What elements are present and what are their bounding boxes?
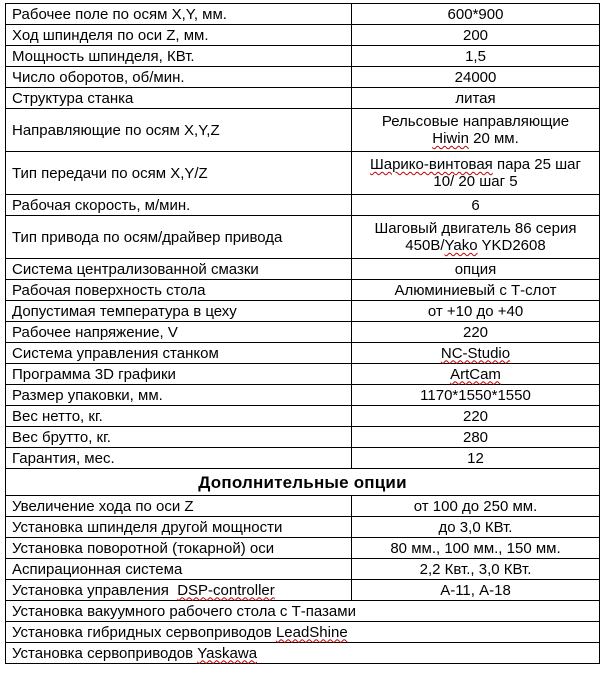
table-row: [6, 427, 600, 448]
table-row: [6, 448, 600, 469]
value-text: 450В/: [405, 237, 445, 254]
table-row: [6, 643, 600, 664]
section-header-row: [6, 469, 600, 496]
table-row: [6, 559, 600, 580]
table-row: [6, 580, 600, 601]
spec-value: литая: [352, 88, 600, 109]
spec-value: опция: [352, 259, 600, 280]
table-row: [6, 46, 600, 67]
brand-word: NC-Studio: [440, 344, 511, 362]
spec-value: [352, 364, 600, 385]
value-text: 20 мм.: [468, 130, 519, 147]
spec-label: Направляющие по осям X,Y,Z: [6, 109, 352, 152]
option-label: Увеличение хода по оси Z: [6, 496, 352, 517]
brand-word: LeadShine: [275, 623, 348, 641]
table-row: [6, 385, 600, 406]
brand-word: Hiwin: [432, 130, 469, 147]
spec-value: 12: [352, 448, 600, 469]
spec-value: 1,5: [352, 46, 600, 67]
option-value: до 3,0 КВт.: [352, 517, 600, 538]
table-row: [6, 301, 600, 322]
table-row: [6, 4, 600, 25]
table-row: [6, 67, 600, 88]
option-full-row: Установка вакуумного рабочего стола с Т-пазами: [6, 601, 600, 622]
spec-label: Система централизованной смазки: [6, 259, 352, 280]
brand-word: Yaskawa: [197, 644, 258, 662]
spec-value: [352, 109, 600, 152]
brand-word: DSP-controller: [177, 581, 275, 599]
table-row: [6, 538, 600, 559]
option-label: [6, 580, 352, 601]
spec-label: Тип передачи по осям X,Y/Z: [6, 152, 352, 195]
option-text: Установка сервоприводов: [12, 644, 198, 662]
option-value: А-11, А-18: [352, 580, 600, 601]
table-row: [6, 364, 600, 385]
spec-label: Рабочая поверхность стола: [6, 280, 352, 301]
table-row: [6, 25, 600, 46]
table-row: [6, 195, 600, 216]
option-text: Установка управления: [12, 581, 178, 599]
spec-value: [352, 343, 600, 364]
spec-label: Рабочее напряжение, V: [6, 322, 352, 343]
spec-value: 1170*1550*1550: [352, 385, 600, 406]
table-row: [6, 496, 600, 517]
spec-label: Мощность шпинделя, КВт.: [6, 46, 352, 67]
spec-value: 280: [352, 427, 600, 448]
option-value: от 100 до 250 мм.: [352, 496, 600, 517]
spec-value: Алюминиевый с Т-слот: [352, 280, 600, 301]
spec-label: Гарантия, мес.: [6, 448, 352, 469]
spec-label: Программа 3D графики: [6, 364, 352, 385]
brand-word: ArtCam: [450, 365, 501, 383]
spec-table: [5, 3, 600, 664]
spec-value: [352, 152, 600, 195]
value-text: YKD2608: [477, 237, 546, 254]
table-row: [6, 601, 600, 622]
value-line: Шаговый двигатель 86 серия: [374, 220, 577, 237]
brand-word: Yako: [444, 237, 478, 254]
spec-label: Вес нетто, кг.: [6, 406, 352, 427]
table-row: [6, 280, 600, 301]
spec-value: 24000: [352, 67, 600, 88]
table-row: [6, 406, 600, 427]
option-label: Аспирационная система: [6, 559, 352, 580]
spec-label: Структура станка: [6, 88, 352, 109]
spec-label: Размер упаковки, мм.: [6, 385, 352, 406]
value-line: 10/ 20 шаг 5: [433, 173, 518, 190]
option-text: Установка гибридных сервоприводов: [12, 623, 276, 641]
value-line: Рельсовые направляющие: [381, 113, 570, 130]
option-label: Установка шпинделя другой мощности: [6, 517, 352, 538]
spec-label: Тип привода по осям/драйвер привода: [6, 216, 352, 259]
spec-value: 600*900: [352, 4, 600, 25]
table-row: [6, 216, 600, 259]
option-value: 2,2 Квт., 3,0 КВт.: [352, 559, 600, 580]
option-full-row: [6, 643, 600, 664]
spec-label: Число оборотов, об/мин.: [6, 67, 352, 88]
spec-label: Вес брутто, кг.: [6, 427, 352, 448]
option-label: Установка поворотной (токарной) оси: [6, 538, 352, 559]
spec-label: Рабочая скорость, м/мин.: [6, 195, 352, 216]
spec-label: Система управления станком: [6, 343, 352, 364]
spec-label: Ход шпинделя по оси Z, мм.: [6, 25, 352, 46]
spec-value: 6: [352, 195, 600, 216]
option-value: 80 мм., 100 мм., 150 мм.: [352, 538, 600, 559]
table-row: [6, 109, 600, 152]
value-word: Шарико-винтовая: [369, 156, 493, 173]
spec-value: 220: [352, 406, 600, 427]
table-row: [6, 259, 600, 280]
table-row: [6, 88, 600, 109]
table-row: [6, 322, 600, 343]
spec-value: [352, 216, 600, 259]
value-text: пара 25 шаг: [492, 156, 581, 173]
table-row: [6, 152, 600, 195]
table-row: [6, 343, 600, 364]
spec-label: Рабочее поле по осям X,Y, мм.: [6, 4, 352, 25]
table-row: [6, 517, 600, 538]
options-title: Дополнительные опции: [6, 469, 600, 496]
option-full-row: [6, 622, 600, 643]
spec-sheet: [5, 3, 599, 664]
spec-value: 200: [352, 25, 600, 46]
table-row: [6, 622, 600, 643]
spec-value: от +10 до +40: [352, 301, 600, 322]
spec-value: 220: [352, 322, 600, 343]
spec-label: Допустимая температура в цеху: [6, 301, 352, 322]
